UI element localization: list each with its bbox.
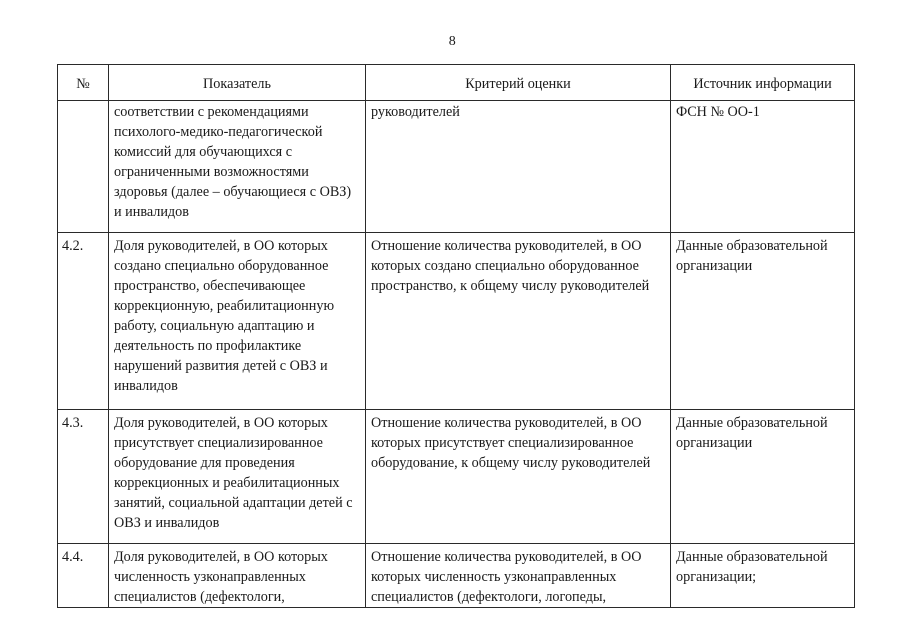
header-indicator: Показатель — [109, 65, 366, 101]
header-criterion: Критерий оценки — [366, 65, 671, 101]
row-indicator: Доля руководителей, в ОО которых создано специально оборудованное пространство, обеспечивающее коррекционную, реабилитационную работу, социальную адаптацию и деятельность по профилактике нарушений развития детей с ОВЗ и инвалидов — [109, 233, 366, 410]
header-row — [58, 65, 855, 101]
table-body — [58, 101, 855, 608]
row-indicator: Доля руководителей, в ОО которых численность узконаправленных специалистов (дефектологи, — [109, 544, 366, 608]
row-source: Данные образовательной организации — [671, 410, 855, 544]
row-num: 4.2. — [58, 233, 109, 410]
row-source: Данные образовательной организации; — [671, 544, 855, 608]
table-row — [58, 101, 855, 233]
row-source: ФСН № ОО-1 — [671, 101, 855, 233]
row-num: 4.4. — [58, 544, 109, 608]
row-indicator: Доля руководителей, в ОО которых присутствует специализированное оборудование для проведения коррекционных и реабилитационных занятий, социальной адаптации детей с ОВЗ и инвалидов — [109, 410, 366, 544]
row-criterion: Отношение количества руководителей, в ОО которых создано специально оборудованное пространство, к общему числу руководителей — [366, 233, 671, 410]
row-source: Данные образовательной организации — [671, 233, 855, 410]
table-header — [58, 65, 855, 101]
header-num: № — [58, 65, 109, 101]
table-row — [58, 233, 855, 410]
table-row — [58, 410, 855, 544]
row-criterion: Отношение количества руководителей, в ОО которых присутствует специализированное оборудование, к общему числу руководителей — [366, 410, 671, 544]
row-num: 4.3. — [58, 410, 109, 544]
row-criterion: Отношение количества руководителей, в ОО которых численность узконаправленных специалистов (дефектологи, логопеды, — [366, 544, 671, 608]
table-row — [58, 544, 855, 608]
row-indicator: соответствии с рекомендациями психолого-медико-педагогической комиссий для обучающихся с ограниченными возможностями здоровья (далее – обучающиеся с ОВЗ) и инвалидов — [109, 101, 366, 233]
indicators-table — [57, 64, 855, 608]
row-criterion: руководителей — [366, 101, 671, 233]
page-number: 8 — [448, 34, 457, 49]
header-source: Источник информации — [671, 65, 855, 101]
row-num — [58, 101, 109, 233]
